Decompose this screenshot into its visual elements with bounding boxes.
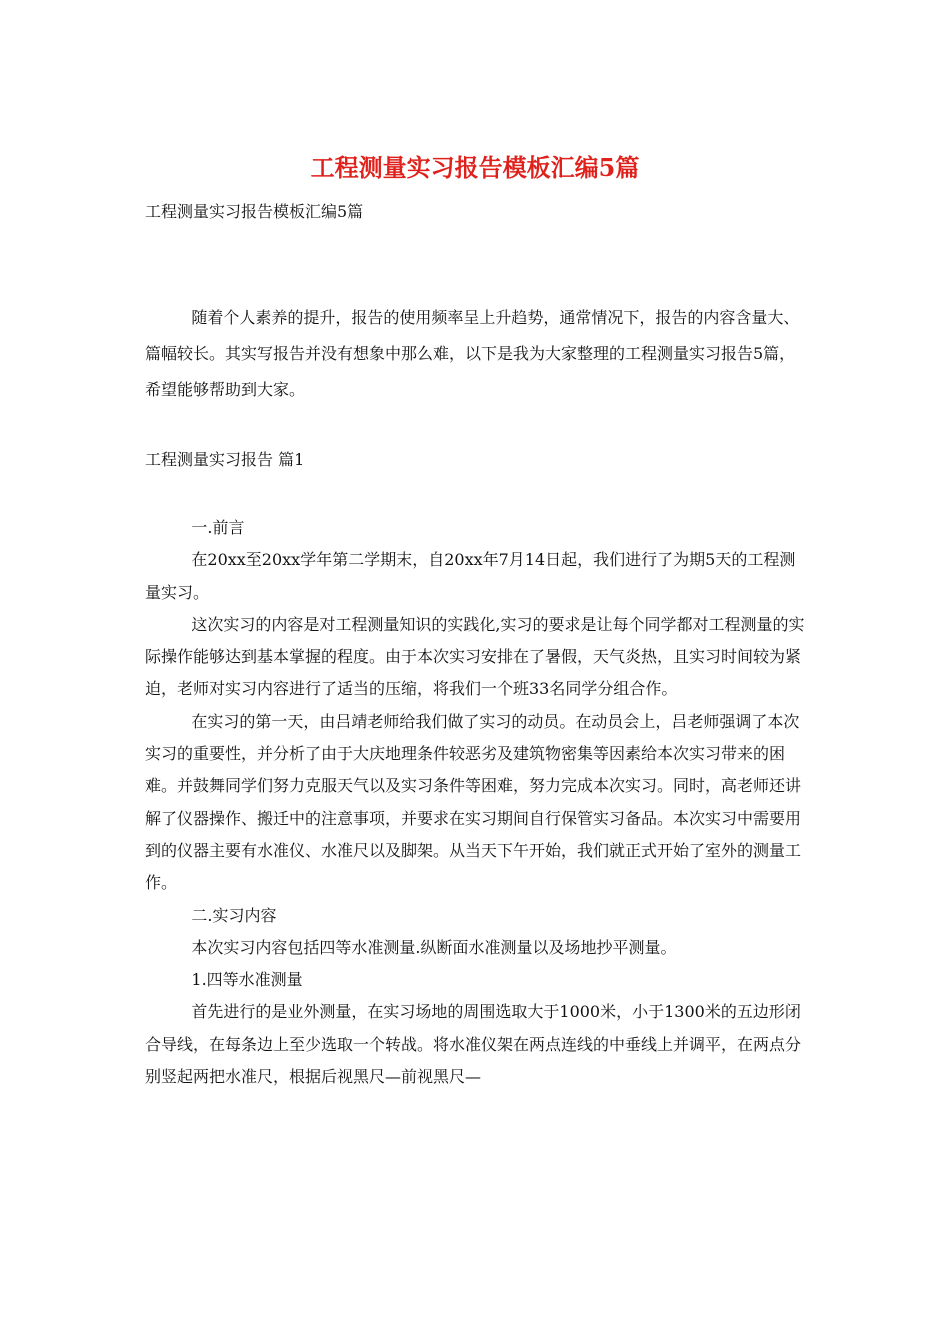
intro-block bbox=[145, 300, 805, 408]
heading-preface: 一.前言 bbox=[191, 518, 245, 537]
document-subtitle: 工程测量实习报告模板汇编5篇 bbox=[145, 202, 364, 221]
body-text bbox=[145, 512, 805, 1093]
heading-content: 二.实习内容 bbox=[191, 905, 277, 925]
body-paragraph: 这次实习的内容是对工程测量知识的实践化,实习的要求是让每个同学都对工程测量的实际操作能够达到基本掌握的程度。由于本次实习安排在了暑假，天气炎热，且实习时间较为紧迫，老师对实习内容进行了适当的压缩，将我们一个班33名同学分组合作。 bbox=[145, 614, 805, 699]
body-paragraph: 首先进行的是业外测量，在实习场地的周围选取大于1000米，小于1300米的五边形闭合导线，在每条边上至少选取一个转战。将水准仪架在两点连线的中垂线上并调平，在两点分别竖起两把水准尺，根据后视黑尺—前视黑尺— bbox=[145, 1002, 802, 1087]
body-paragraph: 本次实习内容包括四等水准测量.纵断面水准测量以及场地抄平测量。 bbox=[191, 937, 677, 957]
section-heading: 工程测量实习报告 篇1 bbox=[145, 450, 305, 469]
body-paragraph: 在20xx至20xx学年第二学期末，自20xx年7月14日起，我们进行了为期5天的工程测量实习。 bbox=[145, 550, 796, 602]
document-title: 工程测量实习报告模板汇编5篇 bbox=[310, 153, 640, 182]
intro-paragraph: 随着个人素养的提升，报告的使用频率呈上升趋势，通常情况下，报告的内容含量大、篇幅较长。其实写报告并没有想象中那么难，以下是我为大家整理的工程测量实习报告5篇，希望能够帮助到大家。 bbox=[145, 308, 800, 399]
body-paragraph: 在实习的第一天，由吕靖老师给我们做了实习的动员。在动员会上，吕老师强调了本次实习的重要性，并分析了由于大庆地理条件较恶劣及建筑物密集等因素给本次实习带来的困难。并鼓舞同学们努力克服天气以及实习条件等困难，努力完成本次实习。同时，高老师还讲解了仪器操作、搬迁中的注意事项，并要求在实习期间自行保管实习备品。本次实习中需要用到的仪器主要有水准仪、水准尺以及脚架。从当天下午开始，我们就正式开始了室外的测量工作。 bbox=[145, 711, 802, 893]
heading-leveling: 1.四等水准测量 bbox=[191, 970, 303, 990]
